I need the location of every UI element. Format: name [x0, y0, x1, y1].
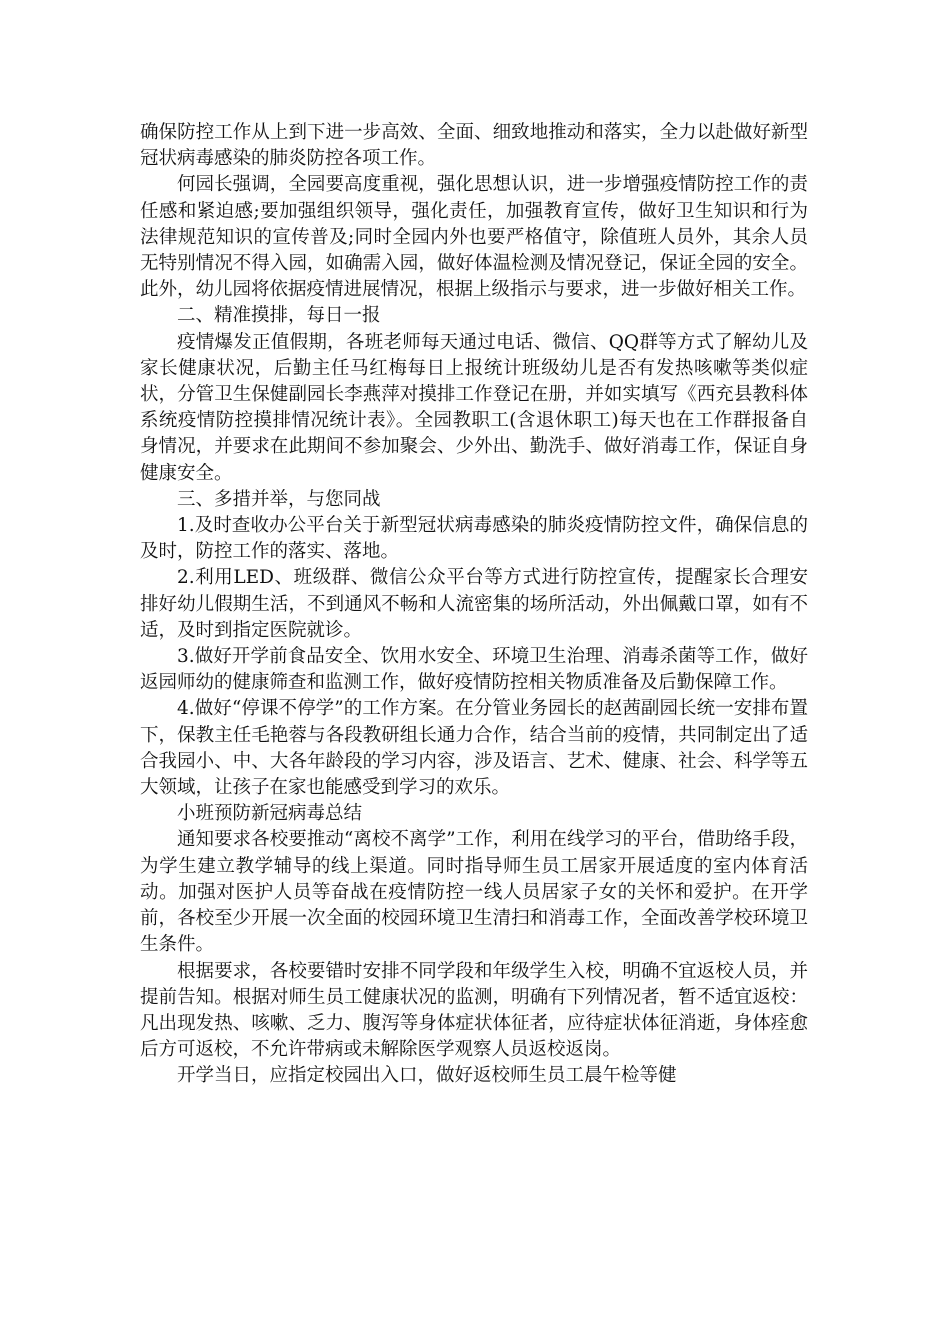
- list-item-paragraph: 1.及时查收办公平台关于新型冠状病毒感染的肺炎疫情防控文件，确保信息的及时，防控工作的落实、落地。: [140, 515, 808, 563]
- section-heading: 三、多措并举，与您同战: [177, 488, 381, 510]
- paragraph: 开学当日，应指定校园出入口，做好返校师生员工晨午检等健: [177, 1065, 677, 1087]
- paragraph: 疫情爆发正值假期，各班老师每天通过电话、微信、QQ群等方式了解幼儿及家长健康状况，后勤主任马红梅每日上报统计班级幼儿是否有发热咳嗽等类似症状，分管卫生保健副园长李燕萍对摸排工作登记在册，并如实填写《西充县教科体系统疫情防控摸排情况统计表》。全园教职工(含退休职工)每天也在工作群报备自身情况，并要求在此期间不参加聚会、少外出、勤洗手、做好消毒工作，保证自身健康安全。: [140, 331, 808, 484]
- list-item-paragraph: 2.利用LED、班级群、微信公众平台等方式进行防控宣传，提醒家长合理安排好幼儿假期生活，不到通风不畅和人流密集的场所活动，外出佩戴口罩，如有不适，及时到指定医院就诊。: [140, 567, 808, 641]
- paragraph-continuation: 确保防控工作从上到下进一步高效、全面、细致地推动和落实，全力以赴做好新型冠状病毒感染的肺炎防控各项工作。: [140, 122, 808, 170]
- section-heading: 小班预防新冠病毒总结: [177, 803, 363, 825]
- paragraph: 何园长强调，全园要高度重视，强化思想认识，进一步增强疫情防控工作的责任感和紧迫感;要加强组织领导，强化责任，加强教育宣传，做好卫生知识和行为法律规范知识的宣传普及;同时全园内外也要严格值守，除值班人员外，其余人员无特别情况不得入园，如确需入园，做好体温检测及情况登记，保证全园的安全。此外，幼儿园将依据疫情进展情况，根据上级指示与要求，进一步做好相关工作。: [140, 174, 808, 301]
- paragraph: 通知要求各校要推动“离校不离学”工作，利用在线学习的平台，借助络手段，为学生建立教学辅导的线上渠道。同时指导师生员工居家开展适度的室内体育活动。加强对医护人员等奋战在疫情防控一线人员居家子女的关怀和爱护。在开学前，各校至少开展一次全面的校园环境卫生清扫和消毒工作，全面改善学校环境卫生条件。: [140, 829, 808, 956]
- list-item-paragraph: 4.做好“停课不停学”的工作方案。在分管业务园长的赵茜副园长统一安排布置下，保教主任毛艳蓉与各段教研组长通力合作，结合当前的疫情，共同制定出了适合我园小、中、大各年龄段的学习内容，涉及语言、艺术、健康、社会、科学等五大领域，让孩子在家也能感受到学习的欢乐。: [140, 698, 808, 799]
- document-page: [140, 120, 808, 1090]
- list-item-paragraph: 3.做好开学前食品安全、饮用水安全、环境卫生治理、消毒杀菌等工作，做好返园师幼的健康筛查和监测工作，做好疫情防控相关物质准备及后勤保障工作。: [140, 646, 808, 694]
- paragraph: 根据要求，各校要错时安排不同学段和年级学生入校，明确不宜返校人员，并提前告知。根据对师生员工健康状况的监测，明确有下列情况者，暂不适宜返校：凡出现发热、咳嗽、乏力、腹泻等身体症状体征者，应待症状体征消逝，身体痊愈后方可返校，不允许带病或未解除医学观察人员返校返岗。: [140, 960, 808, 1061]
- section-heading: 二、精准摸排，每日一报: [177, 305, 381, 327]
